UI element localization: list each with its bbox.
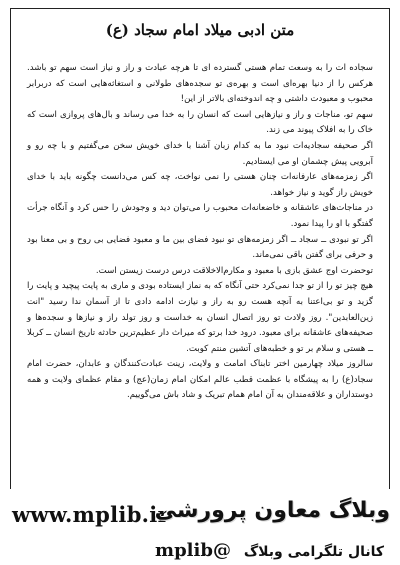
paragraph: توحضرت اوج عشق بازی با معبود و مکارم‌الاخلاقت درس درست زیستن است. — [95, 265, 373, 276]
site-url-link[interactable]: www.mplib.ir — [12, 502, 169, 527]
telegram-channel-line — [12, 540, 384, 561]
paragraph: هیچ چیز تو را از تو جدا نمی‌کرد حتی آنگاه که به نماز ایستاده بودی و ماری به پایت پیچید و پایت را گزید و تو بی‌اعتنا به آنچه هست رو به راز و نیازت ادامه دادی تا از آسمان ندا رسید "انت زین‌العابدین". روز ولادت تو روز اتصال انسان به خداست و روز تولد راز و نیازها و سجده‌ها و صحیفه‌های عاشقانه برای معبود. درود خدا برتو که میراث دار عظیم‌ترین حادثه تاریخ انسان ــ کربلا ــ هستی و سلام بر تو و خطبه‌های آتشین منتم کوبت. — [27, 281, 373, 354]
paragraph: در مناجات‌های عاشقانه و خاضعانه‌ات محبوب را می‌توان دید و وجودش را حس کرد و آنگاه جرأت گفتگو با او را پیدا نمود. — [27, 203, 373, 229]
paragraph: سالروز میلاد چهارمین اختر تابناک امامت و ولایت، زینت عبادت‌کنندگان و عابدان، حضرت امام سجاد(ع) را به پیشگاه با عظمت قطب عالم امکان امام زمان(عج) و مقام عظمای ولایت و همه دوستداران و علاقه‌مندان به آن امام همام تبریک و شاد باش می‌گوییم. — [27, 359, 373, 401]
channel-label: کانال تلگرامی وبلاگ — [243, 544, 384, 560]
paragraph: سهم تو، مناجات و راز و نیازهایی است که انسان را به خدا می رساند و بال‌های پروازی است که خاک را به افلاک پیوند می زند. — [27, 109, 373, 136]
document-title: متن ادبی میلاد امام سجاد (ع) — [105, 21, 295, 39]
paragraph: اگر زمزمه‌های عارفانه‌ات چنان هستی را نمی نواخت، چه کس می‌دانست چگونه باید با خدای خویش راز گوید و نیاز خواهد. — [27, 172, 373, 198]
paragraph: اگر صحیفه سجادیه‌ات نبود ما به کدام زبان آشنا با خدای خویش سخن می‌گفتیم و با چه رو و آبرویی پیش چشمان او می ایستادیم. — [27, 140, 373, 167]
paragraph: سجاده ات را به وسعت تمام هستی گسترده ای تا هرچه عبادت و راز و نیاز است سهم تو باشد. هرکس را از دنیا بهره‌ای است و بهره‌ی تو سجده‌های طولانی و استغاثه‌هایی است که دربرابر محبوب و معبودت داشتی و چه اندوخته‌ای بالاتر از این! — [27, 63, 373, 105]
channel-handle[interactable]: @mplib — [155, 540, 231, 561]
document-page — [10, 8, 390, 491]
paragraph: اگر تو نبودی ــ سجاد ــ اگر زمزمه‌های تو نبود فضای بین ما و معبود فضایی بی روح و بی معنا بود و حرفی برای گفتن باقی نمی‌ماند. — [27, 234, 373, 261]
blog-title: وبلاگ معاون پرورشی — [154, 498, 390, 523]
document-body — [27, 61, 373, 404]
